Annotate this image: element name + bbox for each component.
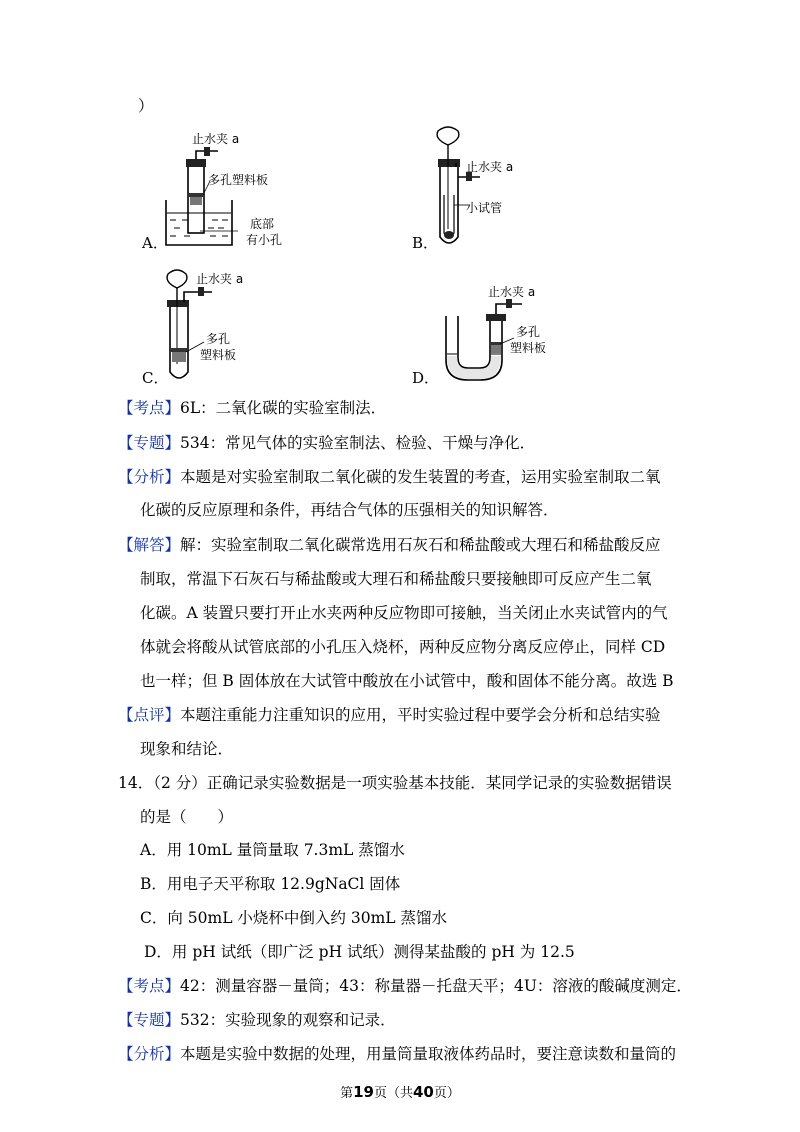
q14-option-b: B．用电子天平称取 12.9gNaCl 固体 xyxy=(140,875,401,893)
fenxi-line-1: 本题是对实验室制取二氧化碳的发生装置的考查，运用实验室制取二氧 xyxy=(180,468,661,486)
kaodian-text: 6L：二氧化碳的实验室制法． xyxy=(180,399,387,417)
dianping-line-2: 现象和结论． xyxy=(140,740,234,758)
hole-label-a-2: 有小孔 xyxy=(246,233,283,247)
q14-stem-line-2: 的是（ ） xyxy=(140,808,234,826)
fenxi-line-2: 化碳的反应原理和条件，再结合气体的压强相关的知识解答． xyxy=(140,501,559,519)
footer-post: 页） xyxy=(433,1086,460,1101)
q13-kaodian xyxy=(118,398,386,418)
footer-mid: 页（共 xyxy=(373,1086,413,1101)
option-c-label: C． xyxy=(142,369,169,387)
footer-pre: 第 xyxy=(340,1086,354,1101)
hole-label-a-1: 底部 xyxy=(250,217,275,231)
clamp-label-b: 止水夹 a xyxy=(466,160,514,174)
q14-option-a: A．用 10mL 量筒量取 7.3mL 蒸馏水 xyxy=(140,841,405,859)
q14-fenxi-text: 本题是实验中数据的处理，用量筒量取液体药品时，要注意读数和量筒的 xyxy=(180,1045,677,1063)
jieda-line-5: 也一样；但 B 固体放在大试管中酸放在小试管中，酸和固体不能分离。故选 B xyxy=(140,672,674,690)
q13-zhuanti xyxy=(118,433,535,453)
footer-page-number: 19 xyxy=(353,1083,374,1101)
q14-zhuanti-label: 【专题】 xyxy=(118,1011,181,1029)
footer-total-pages: 40 xyxy=(413,1083,434,1101)
clamp-label-a: 止水夹 a xyxy=(192,132,240,146)
q14-stem-line-1: 14．（2 分）正确记录实验数据是一项实验基本技能．某同学记录的实验数据错误 xyxy=(118,774,672,792)
fenxi-label: 【分析】 xyxy=(118,468,181,486)
q14-zhuanti xyxy=(118,1010,396,1030)
jieda-line-3: 化碳。A 装置只要打开止水夹两种反应物即可接触，当关闭止水夹试管内的气 xyxy=(140,604,668,622)
option-b-label: B． xyxy=(412,234,439,252)
dianping-line-1: 本题注重能力注重知识的应用，平时实验过程中要学会分析和总结实验 xyxy=(180,706,661,724)
plate-label-d-2: 塑料板 xyxy=(510,341,547,355)
jieda-line-4: 体就会将酸从试管底部的小孔压入烧杯，两种反应物分离反应停止，同样 CD xyxy=(140,638,666,656)
option-d-label: D． xyxy=(412,369,440,387)
tube-label-b: 小试管 xyxy=(466,201,503,215)
q14-kaodian-label: 【考点】 xyxy=(118,977,181,995)
q14-fenxi-label: 【分析】 xyxy=(118,1045,181,1063)
apparatus-a-drawing xyxy=(160,145,240,250)
jieda-line-1: 解：实验室制取二氧化碳常选用石灰石和稀盐酸或大理石和稀盐酸反应 xyxy=(180,536,661,554)
q14-option-c: C．向 50mL 小烧杯中倒入约 30mL 蒸馏水 xyxy=(140,909,447,927)
plate-label-a: 多孔塑料板 xyxy=(208,173,269,187)
clamp-label-c: 止水夹 a xyxy=(196,272,244,286)
q14-fenxi xyxy=(118,1044,676,1064)
jieda-label: 【解答】 xyxy=(118,536,181,554)
plate-label-d-1: 多孔 xyxy=(516,325,541,339)
zhuanti-label: 【专题】 xyxy=(118,434,181,452)
q14-option-d: D．用 pH 试纸（即广泛 pH 试纸）测得某盐酸的 pH 为 12.5 xyxy=(144,943,575,961)
q14-kaodian-text: 42：测量容器－量筒；43：称量器－托盘天平；4U：溶液的酸碱度测定． xyxy=(180,977,692,995)
jieda-line-2: 制取，常温下石灰石与稀盐酸或大理石和稀盐酸只要接触即可反应产生二氧 xyxy=(140,570,652,588)
continuation-paren: ） xyxy=(138,97,154,115)
q14-zhuanti-text: 532：实验现象的观察和记录． xyxy=(180,1011,396,1029)
page-footer xyxy=(0,1082,800,1101)
kaodian-label: 【考点】 xyxy=(118,399,181,417)
q14-kaodian xyxy=(118,976,692,996)
option-a-label: A． xyxy=(142,234,168,252)
zhuanti-text: 534：常见气体的实验室制法、检验、干燥与净化． xyxy=(180,434,536,452)
dianping-label: 【点评】 xyxy=(118,706,181,724)
apparatus-b-drawing xyxy=(430,125,503,250)
plate-label-c-1: 多孔 xyxy=(206,332,231,346)
plate-label-c-2: 塑料板 xyxy=(200,348,237,362)
clamp-label-d: 止水夹 a xyxy=(488,285,536,299)
